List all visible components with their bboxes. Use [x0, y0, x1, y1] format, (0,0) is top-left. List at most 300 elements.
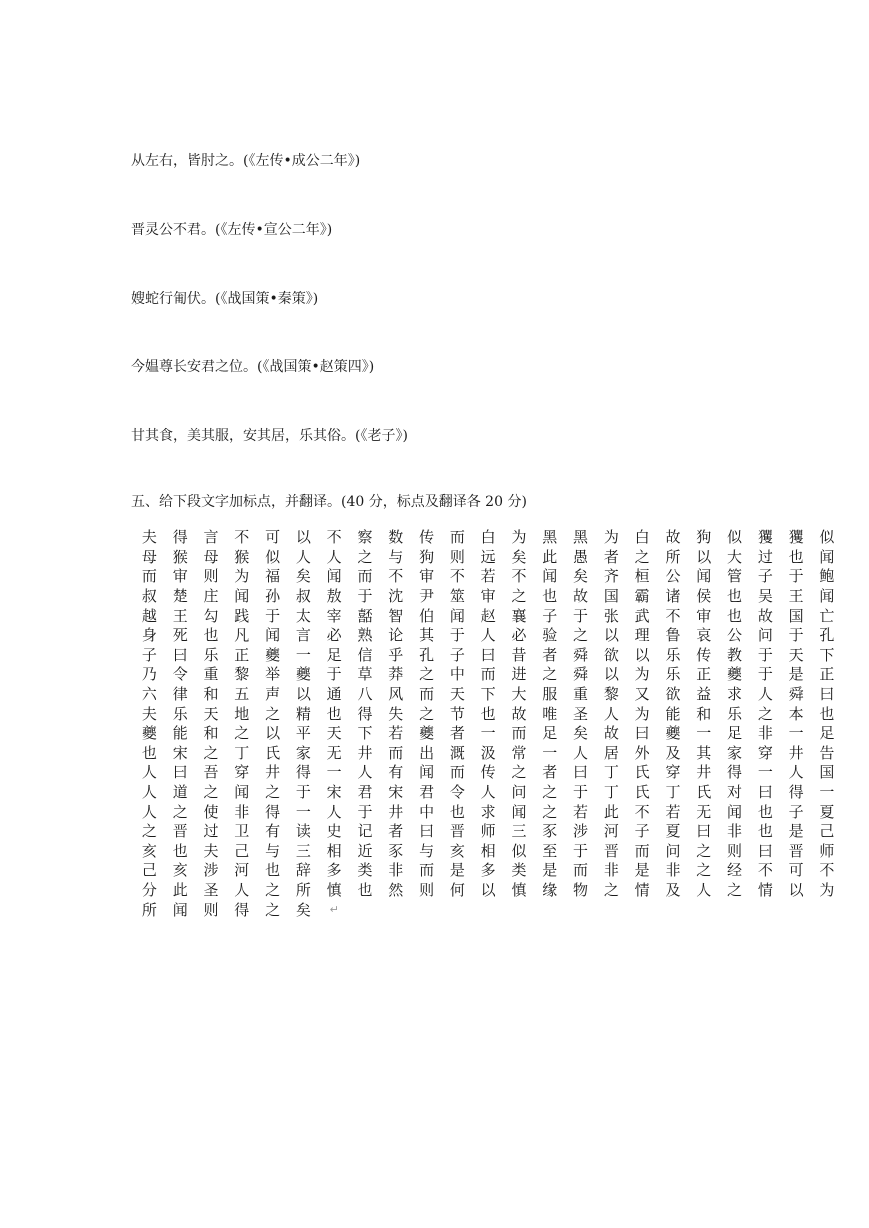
passage-char: 史: [326, 822, 342, 841]
passage-char: 穿: [665, 763, 681, 782]
passage-char: 哀: [696, 626, 712, 645]
passage-char: 相: [326, 841, 342, 860]
passage-row: [134, 645, 842, 665]
exercise-line-2: 晋灵公不君。(《左传•宣公二年》): [131, 222, 333, 238]
passage-char: 读: [295, 822, 311, 841]
passage-char: 而: [388, 743, 404, 762]
passage-char: 草: [357, 665, 373, 684]
passage-char: 之: [511, 763, 527, 782]
passage-char: 近: [357, 841, 373, 860]
passage-char: 也: [757, 802, 773, 821]
passage-char: 子: [757, 567, 773, 586]
passage-char: 舜: [573, 645, 589, 664]
passage-char: 故: [757, 606, 773, 625]
passage-char: 夔: [665, 724, 681, 743]
passage-char: 及: [665, 743, 681, 762]
passage-char: 夏: [665, 822, 681, 841]
passage-char: 声: [265, 685, 281, 704]
passage-char: 闻: [819, 547, 835, 566]
passage-char: 经: [727, 861, 743, 880]
passage-char: 论: [388, 626, 404, 645]
passage-char: 齐: [603, 567, 619, 586]
passage-char: 以: [788, 880, 804, 899]
passage-char: 家: [727, 743, 743, 762]
passage-char: 而: [480, 665, 496, 684]
passage-char: 言: [295, 626, 311, 645]
passage-char: 之: [265, 900, 281, 919]
passage-char: 己: [141, 861, 157, 880]
passage-char: 非: [234, 802, 250, 821]
passage-char: 闻: [419, 763, 435, 782]
passage-char: 侯: [696, 587, 712, 606]
passage-char: 人: [357, 763, 373, 782]
passage-char: 一: [295, 645, 311, 664]
passage-char: 和: [203, 724, 219, 743]
passage-char: 故: [665, 528, 681, 547]
passage-char: 闻: [234, 587, 250, 606]
passage-char: 也: [480, 704, 496, 723]
passage-char: 黎: [234, 665, 250, 684]
passage-char: 益: [696, 685, 712, 704]
passage-char: 若: [665, 802, 681, 821]
passage-char: 师: [819, 841, 835, 860]
passage-char: 夏: [819, 802, 835, 821]
passage-char: 而: [357, 567, 373, 586]
passage-char: 氏: [696, 783, 712, 802]
passage-char: 传: [419, 528, 435, 547]
passage-char: 与: [265, 841, 281, 860]
passage-char: 也: [727, 587, 743, 606]
passage-char: 足: [326, 645, 342, 664]
passage-char: 人: [234, 880, 250, 899]
passage-char: 曰: [573, 763, 589, 782]
passage-char: 似: [819, 528, 835, 547]
passage-char: 无: [326, 743, 342, 762]
passage-char: 黎: [603, 685, 619, 704]
passage-char: 夔: [265, 645, 281, 664]
passage-char: 鲁: [665, 626, 681, 645]
passage-char: 得: [265, 802, 281, 821]
passage-row: [134, 723, 842, 743]
passage-char: 天: [326, 724, 342, 743]
passage-char: 者: [603, 547, 619, 566]
exercise-line-5: 甘其食，美其服，安其居，乐其俗。(《老子》): [131, 428, 408, 444]
passage-char: 君: [357, 783, 373, 802]
exercise-line-1: 从左右，皆肘之。(《左传•成公二年》): [131, 153, 361, 169]
passage-char: 于: [449, 626, 465, 645]
passage-char: 也: [203, 626, 219, 645]
passage-char: 之: [265, 783, 281, 802]
passage-char: 不: [388, 567, 404, 586]
passage-char: 而: [573, 861, 589, 880]
passage-char: 不: [449, 567, 465, 586]
passage-char: 吾: [203, 763, 219, 782]
passage-char: 之: [234, 724, 250, 743]
passage-char: 及: [665, 880, 681, 899]
passage-char: 君: [419, 783, 435, 802]
passage-char: 赵: [480, 606, 496, 625]
passage-char: 矣: [511, 547, 527, 566]
passage-char: 母: [203, 547, 219, 566]
passage-char: 辞: [295, 861, 311, 880]
passage-char: 猴: [234, 547, 250, 566]
passage-char: 之: [542, 802, 558, 821]
passage-char: 似: [727, 528, 743, 547]
passage-char: 井: [388, 802, 404, 821]
passage-char: 身: [141, 626, 157, 645]
passage-char: 于: [788, 626, 804, 645]
passage-char: 足: [727, 724, 743, 743]
passage-char: 于: [573, 841, 589, 860]
passage-char: 人: [141, 802, 157, 821]
passage-char: 人: [603, 704, 619, 723]
passage-char: 子: [449, 645, 465, 664]
passage-char: 乐: [665, 645, 681, 664]
passage-char: 汲: [480, 743, 496, 762]
passage-char: 夔: [419, 724, 435, 743]
passage-char: 于: [357, 587, 373, 606]
passage-char: 何: [449, 880, 465, 899]
passage-char: 闻: [727, 802, 743, 821]
passage-char: 庄: [203, 587, 219, 606]
passage-char: 宰: [326, 606, 342, 625]
passage-row: [134, 664, 842, 684]
passage-char: 能: [665, 704, 681, 723]
passage-char: 是: [542, 861, 558, 880]
passage-char: 闻: [326, 567, 342, 586]
passage-char: 闻: [172, 900, 188, 919]
passage-char: 诸: [665, 587, 681, 606]
passage-char: 平: [295, 724, 311, 743]
passage-char: 和: [203, 685, 219, 704]
passage-char: 者: [542, 645, 558, 664]
passage-char: 之: [727, 880, 743, 899]
passage-char: 也: [172, 841, 188, 860]
passage-char: 其: [419, 626, 435, 645]
passage-char: 晋: [788, 841, 804, 860]
classical-passage: [134, 527, 842, 919]
passage-char: 下: [357, 724, 373, 743]
passage-char: 不: [634, 802, 650, 821]
passage-char: 得: [172, 528, 188, 547]
passage-char: 楚: [172, 587, 188, 606]
passage-char: 闻: [819, 587, 835, 606]
passage-char: 师: [480, 822, 496, 841]
passage-char: 过: [757, 547, 773, 566]
passage-char: 是: [788, 665, 804, 684]
passage-char: 之: [696, 861, 712, 880]
passage-char: 若: [573, 802, 589, 821]
passage-char: 之: [757, 704, 773, 723]
passage-char: 豕: [388, 841, 404, 860]
passage-char: 人: [696, 880, 712, 899]
passage-char: 欲: [665, 685, 681, 704]
passage-char: 之: [696, 841, 712, 860]
passage-char: 与: [388, 547, 404, 566]
passage-char: 数: [388, 528, 404, 547]
passage-char: 求: [480, 802, 496, 821]
passage-char: 地: [234, 704, 250, 723]
passage-char: 勾: [203, 606, 219, 625]
passage-char: 是: [449, 861, 465, 880]
passage-char: 天: [203, 704, 219, 723]
passage-char: 以: [634, 645, 650, 664]
passage-char: 人: [295, 547, 311, 566]
passage-char: 之: [265, 704, 281, 723]
passage-char: 而: [419, 861, 435, 880]
passage-char: 必: [326, 626, 342, 645]
passage-char: 越: [141, 606, 157, 625]
passage-char: 也: [449, 802, 465, 821]
passage-char: 也: [357, 880, 373, 899]
passage-char: 不: [326, 528, 342, 547]
passage-char: 验: [542, 626, 558, 645]
passage-char: 人: [326, 802, 342, 821]
passage-char: 一: [326, 763, 342, 782]
passage-char: 筮: [449, 587, 465, 606]
passage-char: 此: [172, 880, 188, 899]
passage-row: [134, 801, 842, 821]
passage-char: 下: [480, 685, 496, 704]
passage-char: 为: [511, 528, 527, 547]
passage-char: 进: [511, 665, 527, 684]
passage-char: 相: [480, 841, 496, 860]
passage-char: 和: [696, 704, 712, 723]
passage-char: 有: [265, 822, 281, 841]
passage-char: 也: [727, 606, 743, 625]
passage-char: 非: [727, 822, 743, 841]
passage-char: 也: [265, 861, 281, 880]
passage-char: 对: [727, 783, 743, 802]
passage-char: 常: [511, 743, 527, 762]
passage-char: 霸: [634, 587, 650, 606]
passage-char: 乐: [727, 704, 743, 723]
passage-char: 正: [819, 665, 835, 684]
passage-char: 下: [819, 645, 835, 664]
passage-row: [134, 684, 842, 704]
passage-char: 张: [603, 606, 619, 625]
passage-char: 为: [819, 880, 835, 899]
passage-char: 乐: [665, 665, 681, 684]
passage-char: 之: [419, 704, 435, 723]
passage-char: 一: [480, 724, 496, 743]
passage-char: 而: [511, 724, 527, 743]
passage-char: 是: [788, 822, 804, 841]
passage-char: 审: [419, 567, 435, 586]
passage-char: 子: [788, 802, 804, 821]
passage-char: 人: [326, 547, 342, 566]
passage-char: 者: [542, 763, 558, 782]
passage-char: 国: [819, 763, 835, 782]
passage-char: 曰: [634, 724, 650, 743]
passage-char: 为: [603, 528, 619, 547]
passage-char: 死: [172, 626, 188, 645]
passage-char: 氏: [634, 783, 650, 802]
passage-char: 以: [603, 665, 619, 684]
passage-char: 井: [788, 743, 804, 762]
passage-char: 昔: [511, 645, 527, 664]
passage-char: 欲: [603, 645, 619, 664]
passage-char: 曰: [172, 645, 188, 664]
passage-char: 大: [511, 685, 527, 704]
passage-char: 之: [511, 587, 527, 606]
passage-char: 也: [326, 704, 342, 723]
passage-char: 所: [141, 900, 157, 919]
passage-char: 物: [573, 880, 589, 899]
passage-char: 以: [295, 685, 311, 704]
passage-char: 缘: [542, 880, 558, 899]
passage-char: 井: [696, 763, 712, 782]
passage-char: 乎: [388, 645, 404, 664]
passage-char: 丁: [603, 763, 619, 782]
passage-char: 分: [141, 880, 157, 899]
passage-char: 教: [727, 645, 743, 664]
passage-char: 情: [634, 880, 650, 899]
passage-char: 类: [357, 861, 373, 880]
passage-char: 白: [480, 528, 496, 547]
passage-char: 之: [203, 783, 219, 802]
passage-char: 狗: [419, 547, 435, 566]
passage-char: 之: [573, 626, 589, 645]
passage-char: 而: [634, 841, 650, 860]
passage-char: 沈: [388, 587, 404, 606]
passage-char: 己: [234, 841, 250, 860]
passage-char: 六: [141, 685, 157, 704]
passage-char: 与: [419, 841, 435, 860]
passage-char: 以: [603, 626, 619, 645]
passage-char: 闻: [542, 567, 558, 586]
exercise-line-3: 嫂蛇行匍伏。(《战国策•秦策》): [131, 291, 319, 307]
passage-char: 穿: [757, 743, 773, 762]
passage-char: 人: [788, 763, 804, 782]
passage-char: 也: [757, 822, 773, 841]
passage-char: 风: [388, 685, 404, 704]
passage-row: [134, 605, 842, 625]
passage-char: 故: [603, 724, 619, 743]
passage-char: 夔: [727, 665, 743, 684]
passage-char: 国: [788, 606, 804, 625]
passage-char: 己: [819, 822, 835, 841]
passage-char: 类: [511, 861, 527, 880]
passage-char: 然: [388, 880, 404, 899]
passage-char: 之: [542, 783, 558, 802]
passage-char: 可: [265, 528, 281, 547]
passage-char: 审: [480, 587, 496, 606]
passage-char: 则: [449, 547, 465, 566]
exercise-line-4: 今媪尊长安君之位。(《战国策•赵策四》): [131, 359, 375, 375]
passage-char: 一: [295, 802, 311, 821]
passage-char: 慎: [511, 880, 527, 899]
passage-char: 曰: [757, 841, 773, 860]
passage-char: 狗: [696, 528, 712, 547]
passage-char: 通: [326, 685, 342, 704]
passage-char: 精: [295, 704, 311, 723]
passage-char: 丁: [234, 743, 250, 762]
passage-row: [134, 625, 842, 645]
passage-char: 乃: [141, 665, 157, 684]
passage-char: 理: [634, 626, 650, 645]
passage-row: [134, 703, 842, 723]
passage-char: 丁: [665, 783, 681, 802]
passage-char: 言: [203, 528, 219, 547]
passage-char: 夫: [203, 841, 219, 860]
passage-char: 吴: [757, 587, 773, 606]
passage-char: 问: [757, 626, 773, 645]
passage-char: 于: [357, 802, 373, 821]
passage-char: 不: [234, 528, 250, 547]
passage-char: 子: [141, 645, 157, 664]
passage-char: 必: [511, 626, 527, 645]
passage-char: 可: [788, 861, 804, 880]
passage-char: 孙: [265, 587, 281, 606]
passage-char: 故: [511, 704, 527, 723]
passage-char: 之: [203, 743, 219, 762]
passage-char: 则: [727, 841, 743, 860]
passage-char: 乐: [172, 704, 188, 723]
passage-char: 又: [634, 685, 650, 704]
passage-row: [134, 782, 842, 802]
passage-char: 本: [788, 704, 804, 723]
passage-char: 王: [172, 606, 188, 625]
passage-char: 武: [634, 606, 650, 625]
passage-char: 不: [665, 606, 681, 625]
passage-char: 玃: [757, 528, 773, 547]
passage-char: 而: [449, 528, 465, 547]
passage-char: 也: [542, 587, 558, 606]
passage-char: 践: [234, 606, 250, 625]
passage-char: 而: [419, 685, 435, 704]
passage-char: 闻: [234, 783, 250, 802]
passage-char: 得: [295, 763, 311, 782]
passage-char: 于: [265, 606, 281, 625]
passage-char: 道: [172, 783, 188, 802]
passage-char: 曰: [757, 783, 773, 802]
passage-char: 而: [449, 763, 465, 782]
passage-char: 愚: [573, 547, 589, 566]
passage-char: 多: [480, 861, 496, 880]
passage-char: 涉: [573, 822, 589, 841]
passage-char: 也: [788, 547, 804, 566]
passage-char: 大: [727, 547, 743, 566]
passage-char: 所: [295, 880, 311, 899]
passage-char: 若: [480, 567, 496, 586]
passage-char: 以: [295, 528, 311, 547]
passage-char: 非: [603, 861, 619, 880]
passage-row: [134, 743, 842, 763]
passage-char: 令: [449, 783, 465, 802]
passage-char: 家: [295, 743, 311, 762]
passage-char: 不: [819, 861, 835, 880]
passage-char: 人: [573, 743, 589, 762]
passage-char: 尹: [419, 587, 435, 606]
passage-char: 夫: [141, 528, 157, 547]
passage-char: 矣: [573, 567, 589, 586]
passage-char: 矣: [573, 724, 589, 743]
passage-char: 于: [757, 645, 773, 664]
passage-char: 涉: [203, 861, 219, 880]
passage-char: 不: [757, 861, 773, 880]
passage-char: 于: [295, 783, 311, 802]
passage-row: [134, 762, 842, 782]
passage-char: 八: [357, 685, 373, 704]
passage-char: 曰: [696, 822, 712, 841]
passage-char: 则: [203, 567, 219, 586]
passage-char: 能: [172, 724, 188, 743]
passage-char: 矣: [295, 567, 311, 586]
passage-char: 黑: [573, 528, 589, 547]
passage-char: 之: [172, 802, 188, 821]
passage-char: 人: [757, 685, 773, 704]
